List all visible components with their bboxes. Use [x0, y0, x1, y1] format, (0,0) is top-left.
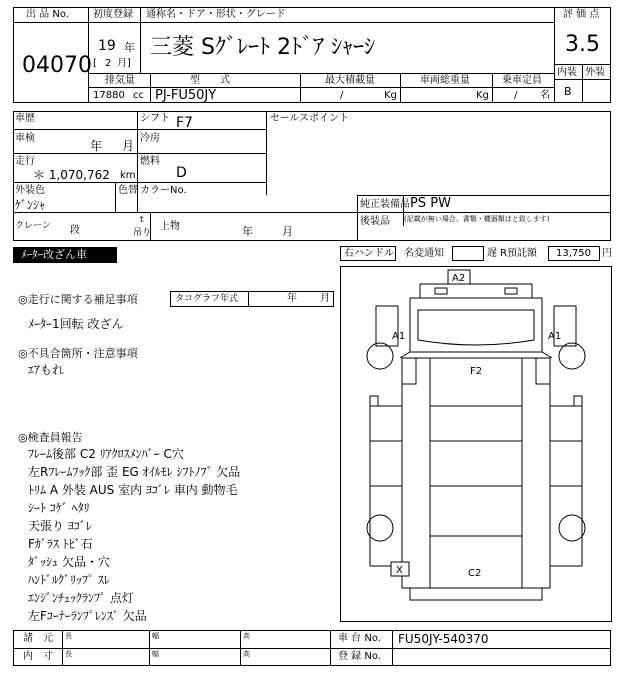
tacho-month-unit: 月: [320, 293, 330, 304]
divider: [13, 648, 611, 649]
width-label: 幅: [152, 632, 159, 640]
diagram-a2: A2: [452, 273, 466, 284]
first-reg-label: 初度登録: [93, 9, 133, 20]
divider: [582, 64, 583, 103]
divider: [357, 195, 611, 196]
color-no-label: カラーNo.: [140, 185, 187, 196]
upper-label: 上物: [160, 221, 180, 232]
shift-value: F7: [176, 115, 193, 131]
divider: [137, 111, 138, 212]
inspector-line: ﾊﾝﾄﾞﾙｸﾞﾘｯﾌﾟ ｽﾚ: [28, 573, 110, 587]
crane-lift-label: 吊り: [133, 228, 152, 238]
max-load-slash: /: [340, 90, 344, 101]
front-right-wheel: [559, 343, 585, 369]
reg-month-unit: 月]: [117, 58, 131, 69]
genuine-value: PS PW: [410, 196, 451, 211]
vehicle-label: 通称名・ドア・形状・グレード: [146, 9, 286, 20]
inspector-line: 天張り ﾖｺﾞﾚ: [28, 519, 92, 533]
capacity-slash: /: [514, 90, 518, 101]
mileage-label: 走行: [15, 156, 35, 167]
displacement-label: 排気量: [105, 75, 135, 86]
divider: [150, 73, 151, 103]
capacity-label: 乗車定員: [502, 75, 542, 86]
recycle-label: R預託額: [500, 248, 537, 259]
chassis-label: 車 台 No.: [338, 633, 381, 644]
divider: [300, 73, 301, 103]
upper-year-unit: 年: [242, 225, 253, 238]
exterior-label: 外装: [585, 67, 605, 78]
inspector-line: ｴﾝｼﾞﾝﾁｪｯｸﾗﾝﾌﾟ 点灯: [28, 591, 134, 605]
divider: [266, 111, 267, 195]
divider: [248, 291, 249, 307]
diagram-x: X: [396, 565, 403, 576]
mileage-unit: km: [120, 170, 136, 181]
max-load-unit: Kg: [384, 90, 397, 101]
chassis-bed: [402, 358, 550, 588]
shift-label: シフト: [140, 113, 170, 124]
reg-month: 2: [105, 58, 112, 69]
rear-left-wheel: [367, 515, 393, 541]
inspector-line: 左Fｺｰﾅｰﾗﾝﾌﾟﾚﾝｽﾞ 欠品: [28, 609, 147, 623]
diagram-c2: C2: [468, 568, 482, 579]
inspector-line: ｼｰﾄ ｺｹﾞ ﾍﾀﾘ: [28, 501, 90, 515]
ac-label: 冷房: [140, 133, 160, 144]
truck-diagram: [340, 266, 612, 622]
divider: [13, 22, 88, 23]
divider: [554, 7, 555, 103]
divider: [400, 73, 401, 103]
cab-roof: [420, 284, 532, 298]
crane-label: クレーン: [15, 221, 51, 231]
genuine-label: 純正装備品: [360, 199, 410, 210]
insp-year-unit: 年: [90, 139, 103, 153]
divider: [13, 129, 266, 130]
inspector-title: ◎検査員報告: [18, 431, 83, 444]
diagram-f2: F2: [470, 366, 483, 377]
name-change-label: 名変通知: [404, 248, 444, 259]
divider: [240, 630, 241, 666]
capacity-unit: 名: [540, 90, 550, 101]
inspector-line: Fｶﾞﾗｽ ﾄﾋﾞ石: [28, 537, 93, 551]
diagram-a1-right: A1: [548, 331, 562, 342]
rear-bumper: [410, 588, 542, 600]
divider: [330, 630, 331, 666]
gross-unit: Kg: [476, 90, 489, 101]
divider: [88, 73, 554, 74]
score-label: 評 価 点: [563, 9, 600, 20]
aftermarket-label: 後装品: [360, 216, 390, 227]
shoyo-label: 諸 元: [23, 633, 53, 644]
divider: [13, 212, 611, 213]
insp-month-unit: 月: [122, 139, 135, 153]
rhd-label: 右ハンドル: [344, 248, 394, 259]
length-label: 長: [65, 650, 72, 658]
model-value: PJ-FU50JY: [155, 88, 217, 103]
name-change-box: [452, 246, 484, 261]
crane-lift-t: t: [140, 215, 144, 225]
sales-point-label: セールスポイント: [270, 113, 350, 124]
defect-line: ｴｱもれ: [28, 363, 65, 377]
exterior-color-label: 外装色: [15, 185, 45, 196]
color-change-label: 色替: [118, 185, 138, 196]
tacho-year-unit: 年: [287, 293, 297, 304]
width-label: 幅: [152, 650, 159, 658]
defect-title: ◎不具合箇所・注意事項: [18, 347, 138, 360]
recycle-unit: 円: [602, 248, 612, 259]
aftermarket-note: (記載が無い場合、書類・機器類はと致します): [404, 215, 550, 223]
interior-grade: B: [564, 85, 572, 98]
fuel-value: D: [176, 165, 187, 181]
lot-label: 出 品 No.: [26, 9, 69, 20]
naiji-label: 内 寸: [23, 651, 53, 662]
displacement-value: 17880: [93, 90, 125, 101]
tacho-label: タコグラフ年式: [175, 294, 239, 304]
meter-tampered-text: ﾒｰﾀｰ改ざん車: [21, 248, 87, 261]
divider: [357, 195, 358, 241]
score-value: 3.5: [565, 32, 600, 57]
fuel-label: 燃料: [140, 156, 160, 167]
divider: [140, 7, 141, 73]
divider: [392, 630, 393, 666]
chassis-number: FU50JY-540370: [398, 632, 489, 646]
displacement-unit: cc: [133, 90, 144, 101]
upper-month-unit: 月: [282, 225, 293, 238]
lot-number: 04070: [22, 53, 92, 78]
meter-tampered-banner: [13, 247, 117, 263]
inspector-line: ﾄﾘﾑ A 外装 AUS 室内 ﾖｺﾞﾚ 車内 動物毛: [28, 483, 238, 497]
reg-year: 19: [98, 38, 116, 54]
divider: [492, 73, 493, 103]
max-load-label: 最大積載量: [325, 75, 375, 86]
recycle-amount: 13,750: [556, 248, 591, 259]
divider: [62, 630, 63, 666]
reg-month-open: [: [93, 58, 97, 69]
front-left-wheel: [367, 343, 393, 369]
registration-label: 登 録 No.: [338, 651, 381, 662]
reg-year-unit: 年: [124, 41, 135, 54]
overdue-label: 遅: [487, 248, 497, 259]
divider: [115, 182, 116, 212]
mileage-value: ＊ 1,070,762: [33, 168, 110, 182]
exterior-color-value: ｹﾞﾝｼｬ: [15, 198, 46, 212]
rear-right-wheel: [559, 515, 585, 541]
height-label: 高: [243, 632, 250, 640]
vehicle-name: 三菱 Sｸﾞﾚｰﾄ 2ﾄﾞｱ ｼｬｰｼ: [150, 35, 375, 60]
model-label: 型 式: [190, 75, 230, 86]
divider: [149, 630, 150, 666]
history-label: 車歴: [15, 113, 35, 124]
inspection-label: 車検: [15, 133, 35, 144]
divider: [13, 153, 266, 154]
interior-label: 内装: [557, 67, 577, 78]
diagram-a1-left: A1: [392, 331, 406, 342]
height-label: 高: [243, 650, 250, 658]
supp-title: ◎走行に関する補足事項: [18, 293, 138, 306]
supp-line: ﾒｰﾀｰ1回転 改ざん: [28, 317, 124, 331]
divider: [88, 22, 554, 23]
divider: [13, 182, 266, 183]
crane-stage-unit: 段: [70, 225, 80, 236]
inspector-line: ﾀﾞｯｼｭ 欠品・穴: [28, 555, 110, 569]
gross-label: 車両総重量: [420, 75, 470, 86]
length-label: 長: [65, 632, 72, 640]
inspector-line: 左Rﾌﾚｰﾑﾌｯｸ部 歪 EG ｵｲﾙﾓﾚ ｼﾌﾄﾉﾌﾞ 欠品: [28, 465, 241, 479]
inspector-line: ﾌﾚｰﾑ後部 C2 ﾘｱｸﾛｽﾒﾝﾊﾞｰ C穴: [28, 447, 184, 461]
